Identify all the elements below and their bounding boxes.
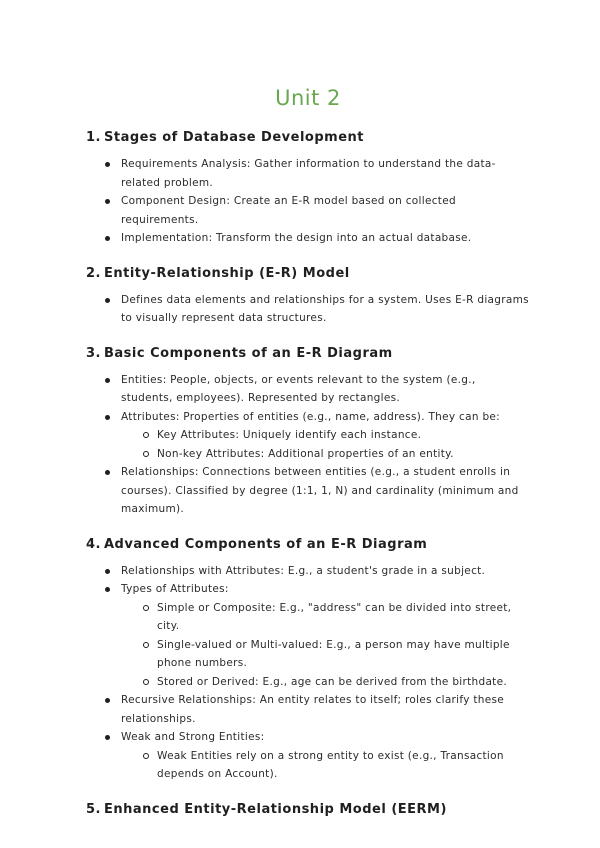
bullet-list — [86, 562, 530, 784]
sub-list-item: Simple or Composite: E.g., "address" can be divided into street, city. — [157, 599, 530, 636]
sub-list — [121, 747, 530, 784]
list-item-text: Weak and Strong Entities: — [121, 731, 265, 743]
bullet-list — [86, 371, 530, 519]
section-number: 1. — [86, 130, 101, 145]
list-item: Recursive Relationships: An entity relates to itself; roles clarify these relationships. — [118, 691, 530, 728]
sub-list-item: Weak Entities rely on a strong entity to exist (e.g., Transaction depends on Account). — [157, 747, 530, 784]
section-heading — [86, 266, 530, 282]
section-1 — [86, 130, 530, 248]
list-item: Relationships: Connections between entities (e.g., a student enrolls in courses). Classified by degree (1:1, 1, N) and cardinality (minimum and maximum). — [118, 463, 530, 519]
list-item: Defines data elements and relationships for a system. Uses E-R diagrams to visually represent data structures. — [118, 291, 530, 328]
section-number: 3. — [86, 345, 101, 361]
list-item — [118, 408, 530, 464]
section-number: 4. — [86, 536, 101, 552]
list-item-text: Attributes: Properties of entities (e.g., name, address). They can be: — [121, 410, 501, 423]
section-title: Stages of Database Development — [104, 130, 364, 145]
list-item: Requirements Analysis: Gather information to understand the data-related problem. — [118, 155, 530, 192]
list-item: Component Design: Create an E-R model based on collected requirements. — [118, 192, 530, 229]
list-item: Entities: People, objects, or events relevant to the system (e.g., students, employees). Represented by rectangles. — [118, 371, 530, 408]
section-heading — [86, 537, 530, 553]
sub-list-item: Single-valued or Multi-valued: E.g., a person may have multiple phone numbers. — [157, 636, 530, 673]
section-number: 2. — [86, 265, 101, 281]
section-3 — [86, 346, 530, 519]
list-item: Relationships with Attributes: E.g., a student's grade in a subject. — [118, 562, 530, 581]
list-item: Implementation: Transform the design into an actual database. — [118, 229, 530, 248]
bullet-list — [86, 155, 530, 248]
list-item-text: Types of Attributes: — [121, 583, 229, 595]
sub-list-item: Stored or Derived: E.g., age can be derived from the birthdate. — [157, 673, 530, 692]
section-title: Enhanced Entity-Relationship Model (EERM) — [104, 801, 447, 817]
section-4 — [86, 537, 530, 784]
section-5 — [86, 802, 530, 818]
list-item — [118, 580, 530, 691]
section-2 — [86, 266, 530, 328]
section-heading — [86, 802, 530, 818]
sub-list — [121, 426, 530, 463]
bullet-list — [86, 291, 530, 328]
list-item — [118, 728, 530, 784]
section-title: Entity-Relationship (E-R) Model — [104, 265, 350, 281]
section-number: 5. — [86, 801, 101, 817]
sub-list-item: Key Attributes: Uniquely identify each instance. — [157, 426, 530, 445]
section-heading — [86, 346, 530, 362]
section-title: Basic Components of an E-R Diagram — [104, 345, 393, 361]
sub-list — [121, 599, 530, 692]
section-heading — [86, 130, 530, 146]
sub-list-item: Non-key Attributes: Additional properties of an entity. — [157, 445, 530, 464]
page-title: Unit 2 — [275, 86, 341, 110]
section-title: Advanced Components of an E-R Diagram — [104, 536, 428, 552]
